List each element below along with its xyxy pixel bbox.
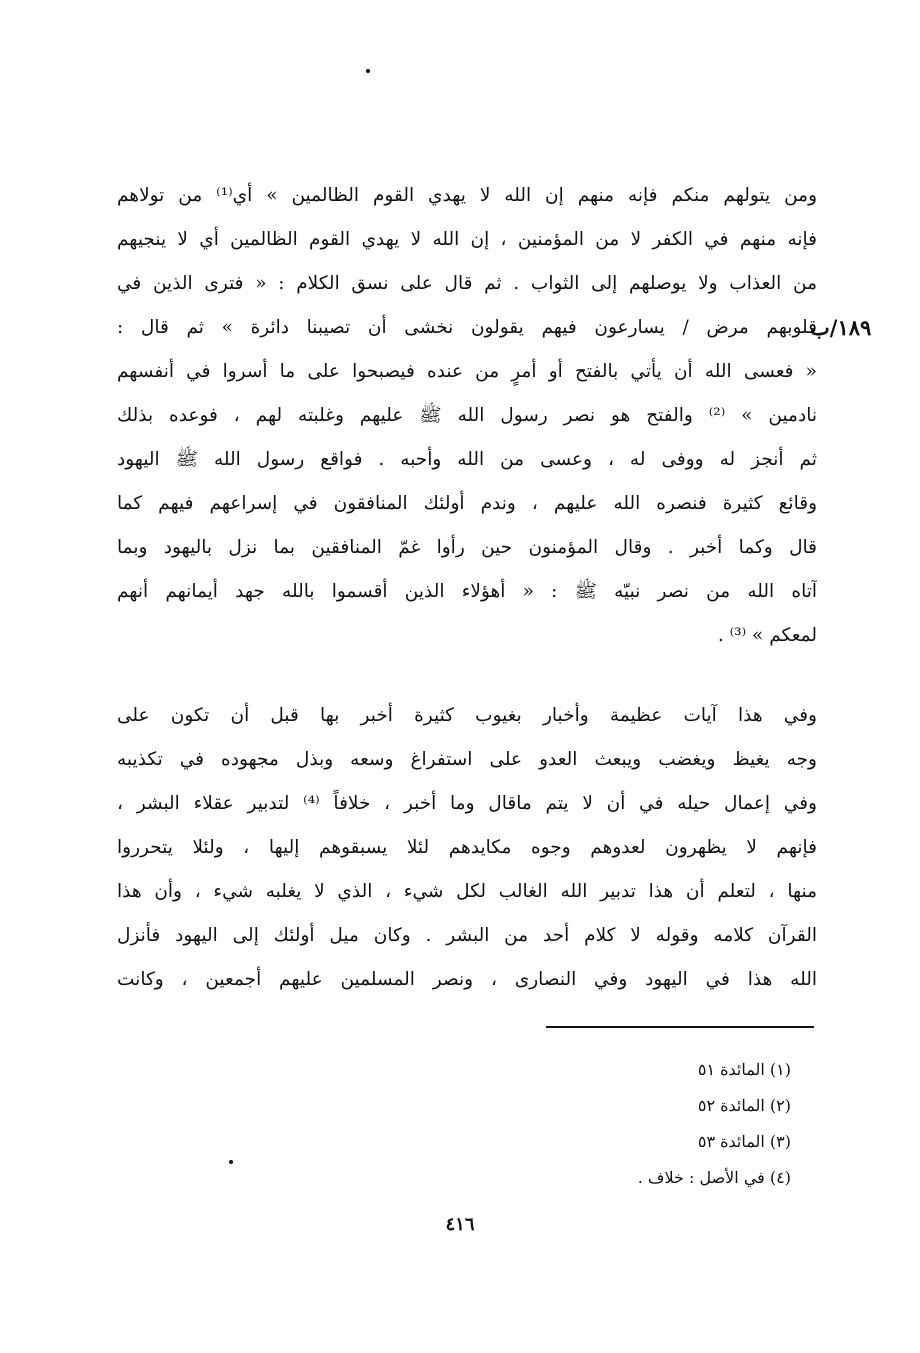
text-line: وفي إعمال حيله في أن لا يتم ماقال وما أخبر ، خلافاً ⁽⁴⁾ لتدبير عقلاء البشر ، bbox=[117, 793, 817, 814]
text-line: فإنهم لا يظهرون لعدوهم وجوه مكايدهم لئلا يسبقوهم إليها ، ولئلا يتحرروا bbox=[117, 837, 817, 858]
footnote-4: (٤) في الأصل : خلاف . bbox=[637, 1168, 791, 1187]
folio-margin-note: ١٨٩/ب bbox=[810, 315, 872, 340]
text-line: الله هذا في اليهود وفي النصارى ، ونصر المسلمين عليهم أجمعين ، وكانت bbox=[117, 969, 817, 990]
text-line: منها ، لتعلم أن هذا تدبير الله الغالب لكل شيء ، الذي لا يغلبه شيء ، وأن هذا bbox=[117, 881, 817, 902]
text-line: نادمين » ⁽²⁾ والفتح هو نصر رسول الله ﷺ عليهم وغلبته لهم ، فوعده بذلك bbox=[117, 405, 817, 426]
paragraph-2 bbox=[117, 694, 817, 1002]
text-line: آتاه الله من نصر نبيّه ﷺ : « أهؤلاء الذين أقسموا بالله جهد أيمانهم أنهم bbox=[117, 581, 817, 602]
footnote-divider bbox=[546, 1026, 814, 1028]
text-line: قلوبهم مرض / يسارعون فيهم يقولون نخشى أن تصيبنا دائرة » ثم قال : bbox=[117, 317, 817, 338]
text-line: وفي هذا آيات عظيمة وأخبار بغيوب كثيرة أخبر بها قبل أن تكون على bbox=[117, 705, 817, 726]
text-line: القرآن كلامه وقوله لا كلام أحد من البشر . وكان ميل أولئك إلى اليهود فأنزل bbox=[117, 925, 817, 946]
text-line: فإنه منهم في الكفر لا من المؤمنين ، إن الله لا يهدي القوم الظالمين أي لا ينجيهم bbox=[117, 229, 817, 250]
paragraph-1 bbox=[117, 174, 817, 658]
text-line: ثم أنجز له ووفى له ، وعسى من الله وأحبه . فواقع رسول الله ﷺ اليهود bbox=[117, 449, 817, 470]
ink-dot-bottom bbox=[229, 1160, 233, 1164]
footnote-3: (٣) المائدة ٥٣ bbox=[697, 1132, 791, 1151]
text-line: من العذاب ولا يوصلهم إلى الثواب . ثم قال على نسق الكلام : « فترى الذين في bbox=[117, 273, 817, 294]
text-line: لمعكم » ⁽³⁾ . bbox=[717, 625, 817, 646]
text-line: وجه يغيظ ويغضب ويبعث العدو على استفراغ وسعه وبذل مجهوده في تكذيبه bbox=[117, 749, 817, 770]
footnote-2: (٢) المائدة ٥٢ bbox=[697, 1096, 791, 1115]
text-line: قال وكما أخبر . وقال المؤمنون حين رأوا غمّ المنافقين بما نزل باليهود وبما bbox=[117, 537, 817, 558]
text-line: وقائع كثيرة فنصره الله عليهم ، وندم أولئك المنافقون في إسراعهم فيهم كما bbox=[117, 493, 817, 514]
text-line: ومن يتولهم منكم فإنه منهم إن الله لا يهدي القوم الظالمين » أي⁽¹⁾ من تولاهم bbox=[117, 185, 817, 206]
footnote-1: (١) المائدة ٥١ bbox=[697, 1060, 791, 1079]
page-number: ٤١٦ bbox=[445, 1214, 475, 1235]
ink-dot-top bbox=[366, 69, 370, 73]
text-line: « فعسى الله أن يأتي بالفتح أو أمرٍ من عنده فيصبحوا على ما أسروا في أنفسهم bbox=[117, 361, 817, 382]
footnotes bbox=[491, 1052, 791, 1196]
